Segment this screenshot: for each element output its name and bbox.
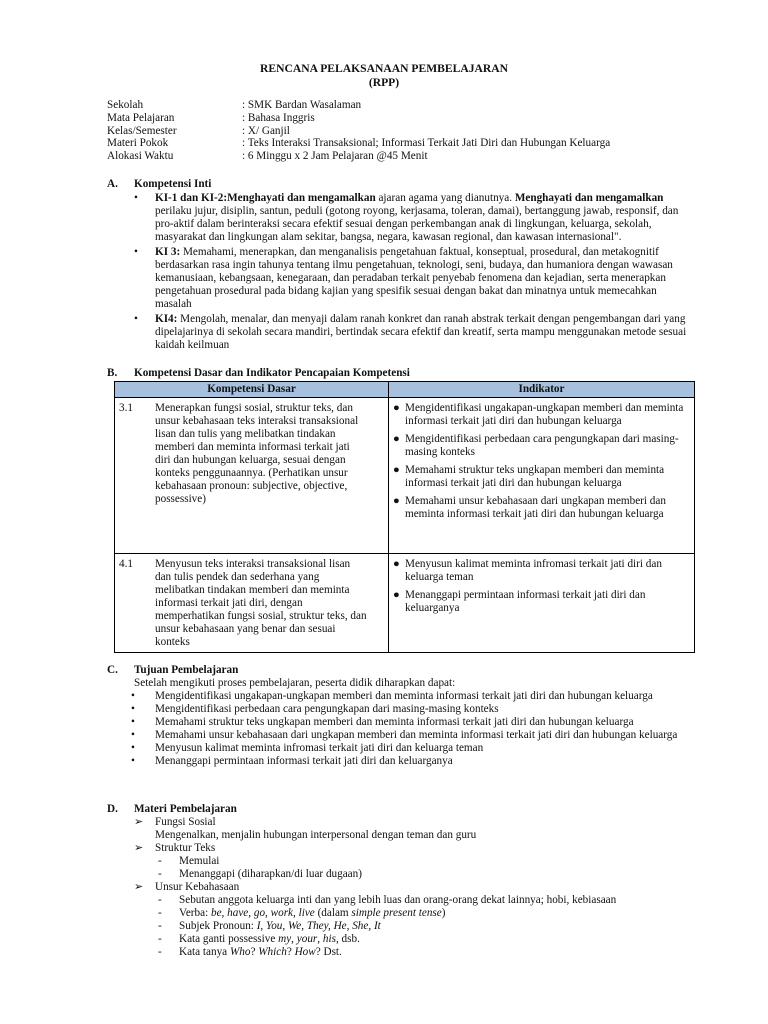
- ki-item: [134, 192, 694, 244]
- info-block: [107, 99, 610, 163]
- dash-bullet: -: [158, 920, 162, 932]
- info-value: : Bahasa Inggris: [242, 111, 315, 124]
- materi-subitem: [134, 868, 699, 881]
- section-letter: B.: [107, 367, 118, 379]
- section-letter: A.: [107, 178, 118, 190]
- indikator-text: Memahami struktur teks ungkapan memberi dan meminta informasi terkait jati diri dan hubungan keluarga: [405, 464, 665, 489]
- text-part: (dalam: [314, 907, 352, 919]
- indikator-item: [393, 402, 690, 428]
- kd-number: 3.1: [119, 402, 133, 414]
- materi-subitem-text: Menanggapi (diharapkan/di luar dugaan): [179, 868, 362, 880]
- materi-heading: [134, 842, 699, 855]
- bullet-icon: ●: [393, 402, 400, 414]
- text-part: Verba:: [179, 907, 211, 919]
- info-row: [107, 112, 610, 125]
- bullet-icon: ●: [393, 464, 400, 476]
- indikator-text: Memahami unsur kebahasaan dari ungkapan memberi dan meminta informasi terkait jati diri dan hubungan keluarga: [405, 495, 666, 520]
- materi-heading: [134, 816, 699, 829]
- materi-description: Mengenalkan, menjalin hubungan interpersonal dengan teman dan guru: [155, 829, 477, 841]
- bullet-icon: •: [134, 313, 138, 325]
- text-part: , dsb.: [335, 933, 360, 945]
- bullet-icon: •: [131, 716, 135, 728]
- kd-number: 4.1: [119, 558, 133, 570]
- text-part: ): [441, 907, 446, 919]
- indikator-cell: [389, 398, 695, 554]
- indikator-text: Menanggapi permintaan informasi terkait jati diri dan keluarganya: [405, 589, 646, 614]
- list-item: [131, 703, 699, 716]
- info-row: [107, 125, 610, 138]
- text-part: ?: [286, 946, 295, 958]
- text-part: ,: [291, 933, 297, 945]
- dash-bullet: -: [158, 855, 162, 867]
- dash-bullet: -: [158, 946, 162, 958]
- materi-pembelajaran-list: [134, 816, 699, 959]
- text-part: Subjek Pronoun:: [179, 920, 257, 932]
- list-item: [131, 716, 699, 729]
- section-title: Kompetensi Inti: [134, 178, 212, 190]
- materi-subitem: [134, 907, 699, 920]
- info-label: Alokasi Waktu: [107, 150, 174, 163]
- indikator-text: Mengidentifikasi ungakapan-ungkapan memberi dan meminta informasi terkait jati diri dan hubungan keluarga: [405, 402, 684, 427]
- section-b-heading: [107, 367, 410, 380]
- info-label: Mata Pelajaran: [107, 111, 175, 124]
- bullet-icon: ●: [393, 495, 400, 507]
- kd-text: Menyusun teks interaksi transaksional lisan dan tulis pendek dan sederhana yang melibatkan tindakan memberi dan meminta informasi terkait jati diri, dengan memperhatikan fungsi sosial, struktur teks, dan unsur kebahasaan yang benar dan sesuai konteks: [155, 558, 367, 648]
- indikator-text: Mengidentifikasi perbedaan cara pengungkapan dari masing-masing konteks: [405, 433, 679, 458]
- materi-heading-text: Struktur Teks: [155, 842, 216, 854]
- ki-text: Mengolah, menalar, dan menyaji dalam ranah konkret dan ranah abstrak terkait dengan pengembangan dari yang dipelajarinya di sekolah secara mandiri, bertindak secara efektif dan kreatif, serta mampu menggunakan metode sesuai kaidah keilmuan: [155, 313, 687, 351]
- section-letter: C.: [107, 664, 118, 676]
- indikator-item: [393, 589, 690, 615]
- text-part: Kata tanya: [179, 946, 230, 958]
- text-part-italic: simple present tense: [351, 907, 442, 919]
- list-item-text: Menyusun kalimat meminta infromasi terkait jati diri dan keluarga teman: [155, 742, 484, 754]
- kd-text: Menerapkan fungsi sosial, struktur teks, dan unsur kebahasaan teks interaksi transaksional lisan dan tulis yang melibatkan tindakan memberi dan meminta informasi terkait jati diri dan hubungan keluarga, sesuai dengan konteks penggunaannya. (Perhatikan unsur kebahasaan pronoun: subjective, objective, possessive): [155, 402, 359, 505]
- bullet-icon: •: [131, 742, 135, 754]
- ki-item: [134, 246, 694, 311]
- indikator-cell: [389, 554, 695, 653]
- text-part-italic: be, have, go, work, live: [211, 907, 315, 919]
- text-part-italic: Who: [229, 946, 251, 958]
- indikator-item: [393, 558, 690, 584]
- bullet-icon: •: [131, 703, 135, 715]
- list-item: [131, 742, 699, 755]
- info-label: Materi Pokok: [107, 137, 169, 150]
- ki-text: ajaran agama yang dianutnya.: [375, 192, 515, 204]
- dash-bullet: -: [158, 868, 162, 880]
- list-item-text: Mengidentifikasi perbedaan cara pengungkapan dari masing-masing konteks: [155, 703, 499, 715]
- info-label: Sekolah: [107, 99, 144, 111]
- ki-item: [134, 313, 694, 352]
- materi-subitem: [134, 933, 699, 946]
- ki-bold: KI4:: [155, 313, 178, 325]
- bullet-icon: •: [131, 729, 135, 741]
- document-title: RENCANA PELAKSANAAN PEMBELAJARAN: [260, 62, 508, 75]
- tujuan-pembelajaran-list: [131, 677, 699, 768]
- text-part-italic: I, You, We, They, He, She, It: [256, 920, 381, 932]
- table-row: [115, 554, 695, 653]
- info-value: : SMK Bardan Wasalaman: [242, 99, 362, 111]
- text-part-italic: How: [294, 946, 316, 958]
- materi-heading-text: Unsur Kebahasaan: [155, 881, 240, 893]
- bullet-icon: ●: [393, 558, 400, 570]
- info-row: [107, 137, 610, 150]
- info-value: : Teks Interaksi Transaksional; Informasi Terkait Jati Diri dan Hubungan Keluarga: [242, 137, 611, 150]
- list-item-text: Menanggapi permintaan informasi terkait jati diri dan keluarganya: [155, 755, 453, 767]
- section-a-heading: [107, 178, 211, 191]
- materi-subitem-text: Sebutan anggota keluarga inti dan yang lebih luas dan orang-orang dekat lainnya; hobi, kebiasaan: [179, 894, 617, 906]
- materi-subitem: [134, 946, 699, 959]
- ki-bold: Menghayati dan mengamalkan: [514, 192, 664, 204]
- indikator-item: [393, 433, 690, 459]
- info-value: : X/ Ganjil: [242, 124, 290, 137]
- bullet-icon: •: [131, 755, 135, 767]
- section-d-heading: [107, 803, 237, 816]
- dash-bullet: -: [158, 907, 162, 919]
- materi-subitem: [134, 855, 699, 868]
- indikator-item: [393, 495, 690, 521]
- materi-subitem-text: Memulai: [179, 855, 220, 867]
- arrow-bullet-icon: ➢: [134, 816, 144, 828]
- ki-bold: KI 3:: [155, 246, 181, 258]
- info-value: : 6 Minggu x 2 Jam Pelajaran @45 Menit: [242, 150, 428, 163]
- text-part: Kata ganti possessive: [179, 933, 279, 945]
- ki-text: Memahami, menerapkan, dan menganalisis pengetahuan faktual, konseptual, prosedural, dan metakognitif berdasarkan rasa ingin tahunya tentang ilmu pengetahuan, teknologi, seni, budaya, dan humaniora dengan wawasan kemanusiaan, kebangsaan, kenegaraan, dan peradaban terkait penyebab fenomena dan kejadian, serta menerapkan pengetahuan prosedural pada bidang kajian yang spesifik sesuai dengan bakat dan minatnya untuk memecahkan masalah: [155, 246, 673, 310]
- indikator-item: [393, 464, 690, 490]
- ki-bold: KI-1 dan KI-2:Menghayati dan mengamalkan: [155, 192, 376, 204]
- bullet-icon: •: [131, 690, 135, 702]
- bullet-icon: •: [134, 192, 138, 204]
- section-c-heading: [107, 664, 238, 677]
- section-title: Materi Pembelajaran: [134, 803, 237, 815]
- list-item: [131, 729, 699, 742]
- indikator-text: Menyusun kalimat meminta infromasi terkait jati diri dan keluarga teman: [405, 558, 662, 583]
- text-part-italic: your: [296, 933, 318, 945]
- section-letter: D.: [107, 803, 118, 815]
- text-part: ,: [317, 933, 323, 945]
- tujuan-intro: Setelah mengikuti proses pembelajaran, peserta didik diharapkan dapat:: [134, 677, 456, 689]
- bullet-icon: ●: [393, 433, 400, 445]
- list-item-text: Mengidentifikasi ungakapan-ungkapan memberi dan meminta informasi terkait jati diri dan hubungan keluarga: [155, 690, 653, 702]
- list-item-text: Memahami struktur teks ungkapan memberi dan meminta informasi terkait jati diri dan hubungan keluarga: [155, 716, 634, 728]
- kompetensi-inti-list: [134, 192, 694, 354]
- materi-heading-text: Fungsi Sosial: [155, 816, 216, 828]
- table-header: Kompetensi Dasar: [115, 382, 389, 398]
- text-part: ?: [250, 946, 259, 958]
- document-subtitle: (RPP): [368, 76, 400, 89]
- arrow-bullet-icon: ➢: [134, 881, 144, 893]
- bullet-icon: •: [134, 246, 138, 258]
- list-item: [131, 690, 699, 703]
- table-header: Indikator: [389, 382, 695, 398]
- section-title: Kompetensi Dasar dan Indikator Pencapaian Kompetensi: [134, 367, 410, 379]
- dash-bullet: -: [158, 894, 162, 906]
- section-title: Tujuan Pembelajaran: [134, 664, 239, 676]
- text-part-italic: my: [278, 933, 292, 945]
- list-item: [131, 755, 699, 768]
- materi-subitem: [134, 894, 699, 907]
- info-row: [107, 150, 610, 163]
- table-row: [115, 398, 695, 554]
- materi-subitem: [134, 920, 699, 933]
- materi-heading: [134, 881, 699, 894]
- text-part-italic: Which: [258, 946, 287, 958]
- list-item-text: Memahami unsur kebahasaan dari ungkapan memberi dan meminta informasi terkait jati diri dan hubungan keluarga: [155, 729, 678, 741]
- kompetensi-dasar-table: [114, 381, 695, 653]
- text-part-italic: his: [322, 933, 336, 945]
- info-row: [107, 99, 610, 112]
- text-part: ? Dst.: [315, 946, 342, 958]
- bullet-icon: ●: [393, 589, 400, 601]
- dash-bullet: -: [158, 933, 162, 945]
- table-header-row: [115, 382, 695, 398]
- kd-cell: [115, 398, 389, 554]
- arrow-bullet-icon: ➢: [134, 842, 144, 854]
- info-label: Kelas/Semester: [107, 124, 177, 137]
- kd-cell: [115, 554, 389, 653]
- ki-text: perilaku jujur, disiplin, santun, peduli (gotong royong, kerjasama, toleran, damai), bertanggung jawab, responsif, dan pro-aktif dalam berinteraksi secara efektif sesuai dengan perkembangan anak di lingkungan, keluarga, sekolah, masyarakat dan lingkungan alam sekitar, bangsa, negara, kawasan regional, dan kawasan internasional".: [155, 205, 679, 243]
